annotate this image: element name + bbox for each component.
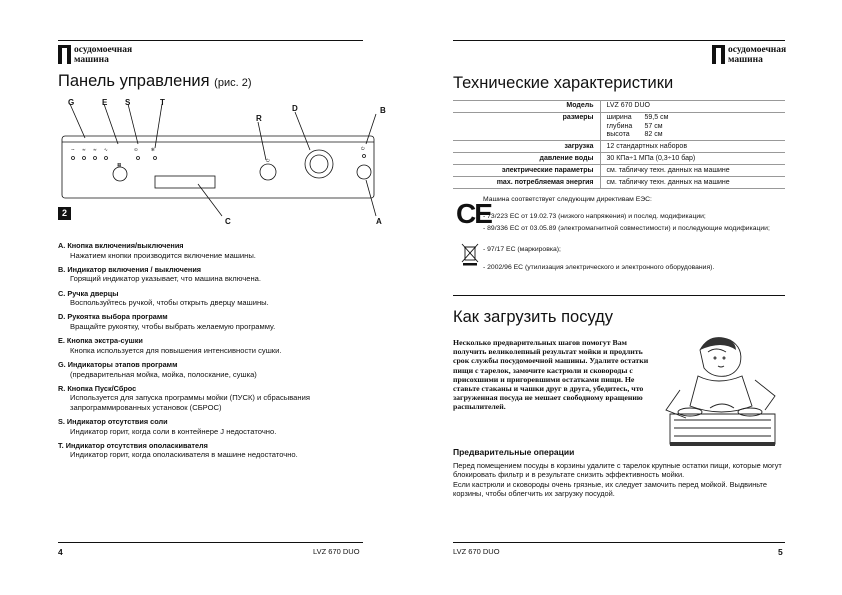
table-row bbox=[453, 153, 785, 165]
spec-value bbox=[600, 112, 785, 140]
footer-rule bbox=[453, 542, 785, 543]
svg-text:≈: ≈ bbox=[93, 148, 97, 153]
ce-mark-icon: CE bbox=[456, 198, 491, 229]
svg-text:⊙: ⊙ bbox=[134, 148, 138, 153]
specs-table bbox=[453, 100, 785, 189]
spec-label: размеры bbox=[453, 112, 600, 140]
item-heading: A. Кнопка включения/выключения bbox=[58, 241, 184, 250]
item-body: Вращайте рукоятку, чтобы выбрать желаемую программу. bbox=[70, 321, 276, 331]
directive-item: - 89/336 ЕС от 03.05.89 (электромагнитной совместимости) и последующие модификации; bbox=[483, 225, 770, 232]
item-heading: S. Индикатор отсутствия соли bbox=[58, 417, 168, 427]
figure-number: 2 bbox=[58, 207, 71, 220]
table-row bbox=[453, 177, 785, 189]
table-row bbox=[453, 141, 785, 153]
dim-key: ширина bbox=[606, 114, 632, 122]
spec-value: см. табличку техн. данных на машине bbox=[606, 166, 730, 174]
spec-label: электрические параметры bbox=[453, 165, 600, 177]
page-number: 4 bbox=[58, 547, 63, 557]
svg-text:≈: ≈ bbox=[82, 148, 86, 153]
spec-label: давление воды bbox=[453, 153, 600, 165]
paragraph: Перед помещением посуды в корзины удалите с тарелок крупные остатки пищи, которые могут блокировать фильтр и в результате снизить эффективность мойки. bbox=[453, 461, 782, 480]
footer-model: LVZ 670 DUO bbox=[453, 547, 500, 556]
spec-value: LVZ 670 DUO bbox=[606, 102, 650, 110]
logo-mark-icon bbox=[712, 45, 725, 64]
wee-bin-icon bbox=[461, 242, 479, 266]
loading-intro: Несколько предварительных шагов помогут Вам получить великолепный результат мойки и продлить срок службы посудомоечной машины. Удалите остатки пищи с тарелок, замочите кастрюли и сковороды с присохшими и пригоревшими остатками пищи. Не ставьте стаканы и чашки друг в друга, убедитесь, что загруженная посуда не мешает свободному вращению распылителей. bbox=[453, 338, 649, 412]
table-row bbox=[453, 101, 785, 113]
pre-operations-heading: Предварительные операции bbox=[453, 447, 575, 457]
title-text: Панель управления bbox=[58, 72, 210, 90]
header-rule bbox=[453, 40, 785, 41]
spec-value: см. табличку техн. данных на машине bbox=[606, 178, 730, 186]
spec-label: max. потребляемая энергия bbox=[453, 177, 600, 189]
label-d: D bbox=[292, 104, 298, 113]
directives-intro: Машина соответствует следующим директивам ЕЭС: bbox=[483, 196, 652, 203]
pre-operations-text bbox=[453, 461, 785, 499]
label-a: A bbox=[376, 217, 382, 226]
label-s: S bbox=[125, 98, 131, 107]
directive-item: - 97/17 ЕС (маркировка); bbox=[483, 246, 561, 253]
item-heading: C. Ручка дверцы bbox=[58, 288, 119, 298]
page-number: 5 bbox=[778, 547, 783, 557]
spec-value: 30 КПа÷1 МПа (0,3÷10 бар) bbox=[606, 154, 696, 162]
loading-title: Как загрузить посуду bbox=[453, 308, 614, 326]
item-body: (предварительная мойка, мойка, полоскание, сушка) bbox=[70, 369, 257, 379]
specs-title: Технические характеристики bbox=[453, 74, 674, 92]
label-r: R bbox=[256, 114, 262, 123]
item-body: Горящий индикатор указывает, что машина включена. bbox=[70, 274, 261, 284]
directive-item: - 2002/96 ЕС (утилизация электрического и электронного оборудования). bbox=[483, 264, 715, 271]
label-c: C bbox=[225, 217, 231, 226]
spec-value: 12 стандартных наборов bbox=[606, 142, 688, 150]
label-g: G bbox=[68, 98, 75, 107]
item-heading: R. Кнопка Пуск/Сброс bbox=[58, 383, 137, 393]
label-b: B bbox=[380, 106, 386, 115]
item-heading: B. Индикатор включения / выключения bbox=[58, 264, 202, 274]
dim-value: 82 см bbox=[644, 130, 663, 138]
table-row bbox=[453, 112, 785, 140]
item-body: Индикатор горит, когда ополаскивателя в машине недостаточно. bbox=[70, 450, 298, 460]
dim-key: высота bbox=[606, 130, 630, 138]
logo-line2: машина bbox=[728, 55, 763, 65]
brand-logo bbox=[712, 45, 786, 65]
svg-text:⏻: ⏻ bbox=[266, 159, 270, 164]
spec-label: загрузка bbox=[453, 141, 600, 153]
footer-model: LVZ 670 DUO bbox=[313, 547, 360, 556]
item-heading: T. Индикатор отсутствия ополаскивателя bbox=[58, 440, 208, 450]
table-row bbox=[453, 165, 785, 177]
label-t: T bbox=[160, 98, 165, 107]
item-heading: D. Рукоятка выбора программ bbox=[58, 312, 168, 322]
item-body: Индикатор горит, когда соли в контейнере J недостаточно. bbox=[70, 426, 277, 436]
logo-line2: машина bbox=[74, 55, 109, 65]
item-body: Нажатием кнопки производится включение машины. bbox=[70, 250, 256, 260]
paragraph: Если кастрюли и сковороды очень грязные, их следует замочить перед мойкой. Выдвиньте корзины, чтобы облегчить их загрузку посудой. bbox=[453, 479, 767, 499]
svg-text:⏻: ⏻ bbox=[361, 147, 365, 152]
svg-text:✻: ✻ bbox=[151, 148, 155, 153]
spec-label: Модель bbox=[453, 101, 600, 113]
logo-line1: осудомоечная bbox=[74, 45, 133, 55]
item-heading: G. Индикаторы этапов программ bbox=[58, 359, 178, 369]
dim-value: 57 см bbox=[644, 122, 663, 130]
item-body: Кнопка используется для повышения интенсивности сушки. bbox=[70, 345, 282, 355]
directive-item: - 73/223 ЕС от 19.02.73 (низкого напряжения) и послед. модификации; bbox=[483, 213, 706, 220]
item-body: Воспользуйтесь ручкой, чтобы открыть дверцу машины. bbox=[70, 298, 269, 308]
item-body: Используется для запуска программы мойки (ПУСК) и сбрасывания запрограммированных установок (СБРОС) bbox=[70, 393, 310, 412]
label-e: E bbox=[102, 98, 108, 107]
logo-line1: осудомоечная bbox=[728, 45, 787, 55]
svg-text:▦: ▦ bbox=[117, 163, 122, 168]
section-rule bbox=[453, 295, 785, 296]
woman-loading-dishwasher-illustration bbox=[660, 330, 785, 452]
dim-key: глубина bbox=[606, 122, 633, 130]
svg-text:~: ~ bbox=[71, 148, 75, 153]
dim-value: 59,5 см bbox=[644, 114, 669, 122]
svg-text:∿: ∿ bbox=[104, 148, 108, 153]
title-figure-ref: (рис. 2) bbox=[214, 77, 252, 89]
item-heading: E. Кнопка экстра-сушки bbox=[58, 336, 143, 346]
